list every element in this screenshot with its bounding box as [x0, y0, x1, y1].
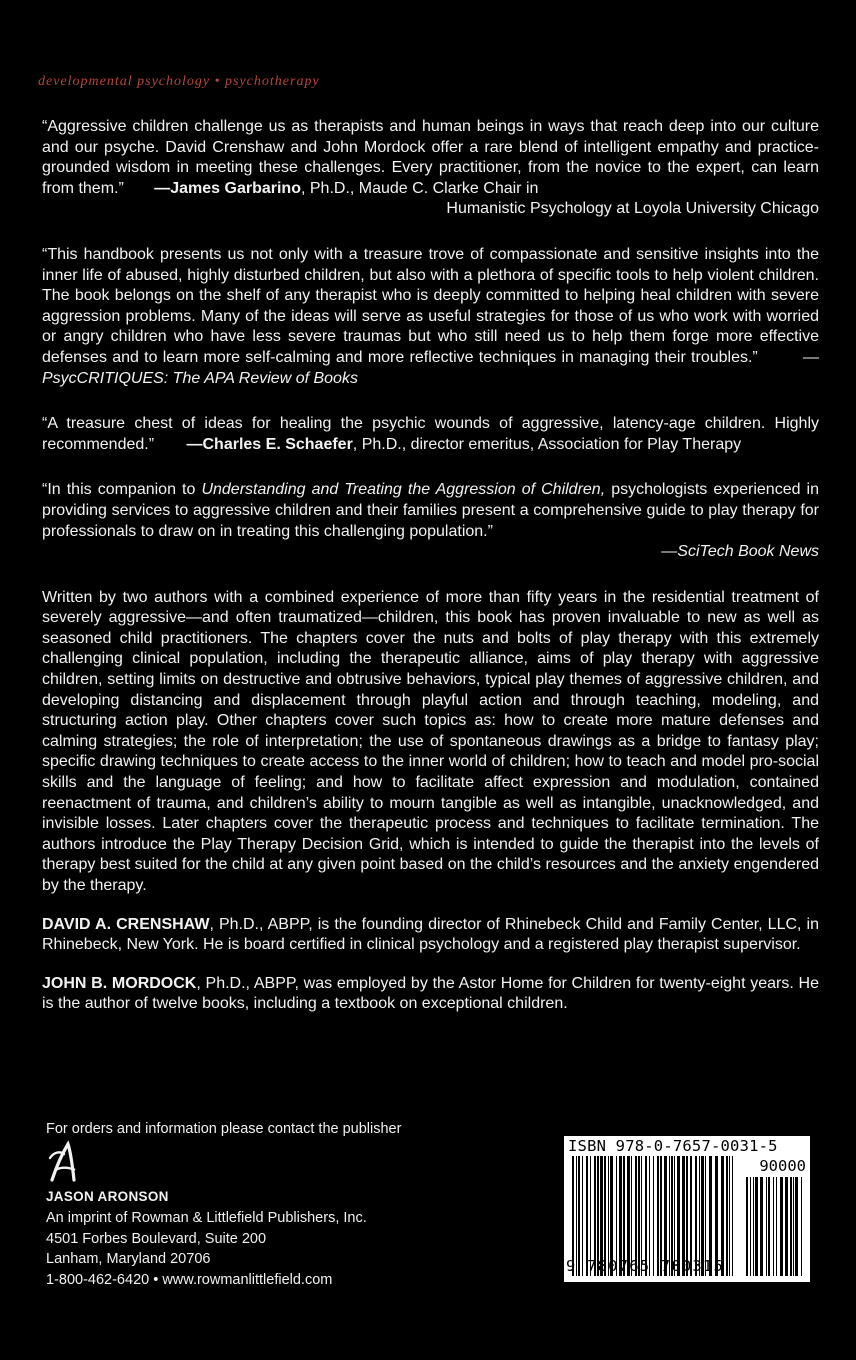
barcode-bar [801, 1177, 802, 1276]
blurb-affiliation-cont: Humanistic Psychology at Loyola University Chicago [446, 200, 819, 218]
barcode-bar [780, 1177, 783, 1276]
book-description: Written by two authors with a combined experience of more than fifty years in the residential treatment of severely aggressive—and often traumatized—children, this book has proven invaluable to new as well as seasoned child practitioners. The chapters cover the nuts and bolts of play therapy with this extremely challenging clinical population, including the therapeutic alliance, aims of play therapy with aggressive children, setting limits on destructive and obtrusive behaviors, typical play themes of aggressive children, and developing distancing and displacement through playful action and through teaching, modeling, and structuring action play. Other chapters cover such topics as: how to create more mature defenses and calming strategies; the role of interpretation; the use of spontaneous drawings as a bridge to fantasy play; specific drawing techniques to create access to the inner world of children; how to teach and model pro-social skills and the language of feeling; and how to facilitate affect expression and modulation, contained reenactment of trauma, and children’s ability to mourn tangible as well as intangible, unacknowledged, and invisible losses. Later chapters cover the therapeutic process and techniques to facilitate termination. The authors introduce the Play Therapy Decision Grid, which is intended to guide the therapist into the levels of therapy best suited for the child at any given point based on the child’s resources and the anxiety engendered by the therapy. [42, 588, 819, 894]
barcode-bar [726, 1156, 728, 1276]
barcode-bar [773, 1177, 774, 1276]
author-bio-text: , Ph.D., ABPP, was employed by the Astor Home for Children for twenty-eight years. He is the author of twelve books, including a textbook on exceptional children. [42, 974, 820, 1013]
barcode-bar [766, 1177, 767, 1276]
author-name: JOHN B. MORDOCK [42, 974, 197, 992]
blurb-text: “Aggressive children challenge us as therapists and human beings in ways that reach deep into our culture and our psyche. David Crenshaw and John Mordock offer a rare blend of intelligent empathy and practice-grounded wisdom in meeting these challenges. Every practitioner, from the novice to the expert, can learn from them.” [42, 118, 819, 197]
orders-note: For orders and information please contact the publisher [46, 1121, 402, 1137]
publisher-logo-icon [46, 1140, 80, 1186]
barcode-bar [790, 1177, 792, 1276]
barcode-panel [564, 1136, 810, 1282]
publisher-imprint: An imprint of Rowman & Littlefield Publishers, Inc. [46, 1210, 367, 1226]
blurb-source: —SciTech Book News [661, 543, 819, 561]
blurb-garbarino [42, 117, 819, 220]
blurb-psyccritiques [42, 245, 819, 389]
isbn-label: ISBN 978-0-7657-0031-5 [568, 1137, 778, 1155]
publisher-address-1: 4501 Forbes Boulevard, Suite 200 [46, 1230, 267, 1247]
blurb-author: —Charles E. Schaefer [186, 435, 353, 453]
barcode-bar [753, 1177, 754, 1276]
blurb-text: “This handbook presents us not only with a treasure trove of compassionate and sensitive insights into the inner life of abused, highly disturbed children, but also with a plethora of specific tools to help violent children. The book belongs on the shelf of any therapist who is deeply committed to helping heal children with severe aggression problems. Many of the ideas will serve as useful strategies for those of us who work with worried or angry children who have less severe traumas but who still need us to help them forge more effective defenses and to learn more self-calming and more reflective techniques in managing their troubles.” [42, 245, 819, 366]
blurb-source: —PsycCRITIQUES: The APA Review of Books [42, 348, 820, 387]
publisher-address-2: Lanham, Maryland 20706 [46, 1251, 211, 1267]
companion-title: Understanding and Treating the Aggression of Children, [201, 481, 606, 499]
price-barcode-bars [746, 1177, 804, 1276]
barcode-bar [750, 1177, 751, 1276]
barcode-bar [793, 1177, 794, 1276]
back-cover-text [42, 117, 819, 1015]
barcode-bar [785, 1177, 788, 1276]
author-name: DAVID A. CRENSHAW [42, 915, 210, 933]
author-bio-text: , Ph.D., ABPP, is the founding director of Rhinebeck Child and Family Center, LLC, in Rhinebeck, New York. He is board certified in clinical psychology and a registered play therapist supervisor. [42, 915, 819, 954]
barcode-bar [755, 1177, 758, 1276]
blurb-schaefer [42, 414, 819, 455]
blurb-scitech [42, 480, 819, 562]
barcode-bar [760, 1177, 763, 1276]
blurb-text-pre: “In this companion to [42, 481, 202, 499]
price-code: 90000 [759, 1157, 806, 1175]
barcode-bar [776, 1177, 777, 1276]
author-bio-crenshaw [42, 915, 819, 956]
barcode-bar [746, 1177, 748, 1276]
ean-digits: 9 780765 700315 [566, 1257, 724, 1275]
barcode-bar [732, 1156, 733, 1276]
publisher-name: JASON ARONSON [46, 1189, 169, 1204]
barcode-bar [795, 1177, 798, 1276]
blurb-affiliation: , Ph.D., Maude C. Clarke Chair in [300, 179, 539, 197]
blurb-author: —James Garbarino [154, 179, 301, 197]
author-bio-mordock [42, 974, 819, 1015]
publisher-details [46, 1208, 367, 1290]
category-line: developmental psychology • psychotherapy [38, 74, 320, 89]
blurb-text-post: psychologists experienced in providing services to aggressive children and their families present a comprehensive guide to play therapy for professionals to draw on in treating this challenging population.” [42, 481, 820, 540]
barcode-bar [768, 1177, 770, 1276]
publisher-contact: 1-800-462-6420 • www.rowmanlittlefield.com [46, 1271, 333, 1288]
barcode-bar [729, 1156, 730, 1276]
blurb-text: “A treasure chest of ideas for healing the psychic wounds of aggressive, latency-age children. Highly recommended.” [42, 415, 819, 453]
blurb-affiliation: , Ph.D., director emeritus, Association for Play Therapy [352, 435, 742, 453]
